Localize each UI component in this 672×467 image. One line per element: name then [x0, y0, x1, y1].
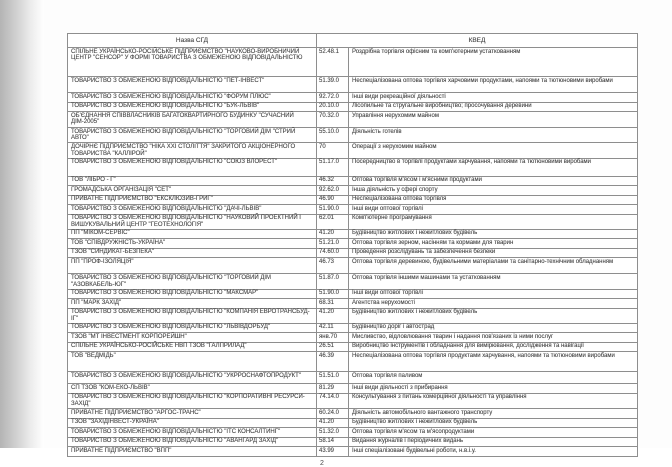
kved-code-cell: 68.31 [317, 299, 349, 308]
table-row [68, 372, 637, 384]
company-name-cell: СПІЛЬНЕ УКРАЇНСЬКО-РОСІЙСЬКЕ НВП ТЗОВ "ГАЛПРИЛАД" [68, 343, 317, 352]
kved-activity-cell: Діяльність готелів [352, 128, 402, 135]
kved-activity-cell: Управління нерухомим майном [352, 112, 439, 119]
company-name-cell: ТОВАРИСТВО З ОБМЕЖЕНОЮ ВІДПОВІДАЛЬНІСТЮ "СОЮЗ ВЛОРЕСТ" [68, 159, 317, 176]
company-name-cell: ПРИВАТНЕ ПІДПРИЄМСТВО "ЕКСКЛЮЗИВ-ГРИГ" [68, 196, 317, 205]
table-row [68, 394, 637, 409]
kved-code-cell: 41.20 [317, 419, 349, 428]
kved-activity-cell: Мисливство, відловлювання тварин і надання пов'язаних із ними послуг [352, 333, 554, 340]
kved-activity-cell: Оптова торгівля іншими машинами та устаткованням [352, 274, 501, 281]
kved-activity-cell: Оптова торгівля м'ясом і м'ясними продуктами [352, 177, 482, 184]
kved-activity-cell: Інші види оптової торгівлі [352, 205, 424, 212]
company-name-cell: ОБ'ЄДНАННЯ СПІВВЛАСНИКІВ БАГАТОКВАРТИРНОГО БУДИНКУ "СУЧАСНИЙ ДІМ-2005" [68, 112, 317, 127]
kved-code-cell: 51.87.0 [317, 274, 349, 288]
table-row [68, 309, 637, 324]
kved-code-cell: 43.99 [317, 447, 349, 456]
table-row [68, 186, 637, 196]
kved-activity-cell: Агентства нерухомості [352, 299, 415, 306]
kved-code-cell: 51.32.0 [317, 428, 349, 437]
kved-code-cell: 74.14.0 [317, 394, 349, 408]
kved-activity-cell: Лісопильне та стругальне виробництво; просочування деревини [352, 103, 532, 109]
table-row [68, 352, 637, 372]
kved-activity-cell: Оптова торгівля деревиною, будівельними матеріалами та санітарно-технічним обладнанням [352, 258, 614, 265]
company-name-cell: ТОВАРИСТВО З ОБМЕЖЕНОЮ ВІДПОВІДАЛЬНІСТЮ "ПЕТ-ІНВЕСТ" [68, 77, 317, 92]
company-name-cell: ПРИВАТНЕ ПІДПРИЄМСТВО "АРГОС-ТРАНС" [68, 409, 317, 418]
kved-code-cell: 62.01 [317, 215, 349, 229]
kved-code-cell: 46.39 [317, 352, 349, 371]
company-name-cell: ДОЧІРНЄ ПІДПРИЄМСТВО "НІКА XXI СТОЛІТТЯ" ЗАКРИТОГО АКЦІОНЕРНОГО ТОВАРИСТВА "КАЛЛІРОЙ" [68, 143, 317, 157]
table-row [68, 103, 637, 113]
kved-code-cell: 60.24.0 [317, 409, 349, 418]
kved-code-cell: 70.32.0 [317, 112, 349, 127]
company-name-cell: СП ТЗОВ "КОМ-ЕКО-ЛЬВІВ" [68, 384, 317, 393]
kved-activity-cell: Інші спеціалізовані будівельні роботи, н.в.і.у. [352, 447, 476, 454]
table-row [68, 438, 637, 448]
company-name-cell: ТОВАРИСТВО З ОБМЕЖЕНОЮ ВІДПОВІДАЛЬНІСТЮ "НАУКОВИЙ ПРОЕКТНИЙ І ВИШУКУВАЛЬНИЙ ЦЕНТР "ГЕОТЕХНОЛОГІЯ" [68, 215, 317, 229]
kved-code-cell: 41.20 [317, 309, 349, 323]
company-name-cell: ТОВАРИСТВО З ОБМЕЖЕНОЮ ВІДПОВІДАЛЬНІСТЮ "УКРРОСНАФТОПРОДУКТ" [68, 372, 317, 383]
kved-activity-cell: Інша діяльність у сфері спорту [352, 186, 438, 193]
company-name-cell: ТЗОВ "СИНДИКАТ-БЕЗПЕКА" [68, 249, 317, 258]
table-row [68, 77, 637, 93]
kved-activity-cell: Будівництво житлових і нежитлових будівель [352, 230, 478, 237]
table-row [68, 447, 637, 457]
kved-activity-cell: Оптова торгівля зерном, насінням та кормами для тварин [352, 239, 514, 246]
table-row [68, 196, 637, 206]
company-name-cell: ТОВАРИСТВО З ОБМЕЖЕНОЮ ВІДПОВІДАЛЬНІСТЮ "БУК-ЛЬВІВ" [68, 103, 317, 112]
kved-code-cell: 51.51.0 [317, 372, 349, 383]
company-name-cell: ПП "ПРОФ-ІЗОЛЯЦІЯ" [68, 258, 317, 273]
kved-activity-cell: Операції з нерухомим майном [352, 143, 437, 150]
table-row [68, 159, 637, 177]
kved-code-cell: 51.39.0 [317, 77, 349, 92]
table-header-row [68, 34, 637, 48]
kved-activity-cell: Діяльність автомобільного вантажного транспорту [352, 409, 493, 416]
company-name-cell: ПП "МІКОМ-СЕРВІС" [68, 230, 317, 239]
company-name-cell: ТОВ "СПІВДРУЖНІСТЬ-УКРАЇНА" [68, 239, 317, 248]
kved-activity-cell: Неспеціалізована оптова торгівля [352, 196, 447, 203]
table-row [68, 409, 637, 419]
table-row [68, 333, 637, 343]
kved-code-cell: 92.72.0 [317, 93, 349, 102]
company-name-cell: ТОВАРИСТВО З ОБМЕЖЕНОЮ ВІДПОВІДАЛЬНІСТЮ "ТОРГОВИЙ ДІМ "СТРИЙ АВТО" [68, 128, 317, 142]
kved-activity-cell: Неспеціалізована оптова торгівля продуктами харчування, напоями та тютюновими виробами [352, 352, 615, 359]
table-row [68, 258, 637, 274]
table-row [68, 215, 637, 230]
table-row [68, 299, 637, 309]
table-row [68, 419, 637, 429]
kved-code-cell: 20.10.0 [317, 103, 349, 112]
kved-activity-cell: Будівництво житлових і нежитлових будівель [352, 309, 478, 316]
table-row [68, 112, 637, 128]
company-name-cell: ТОВАРИСТВО З ОБМЕЖЕНОЮ ВІДПОВІДАЛЬНІСТЮ "ТОРГОВИЙ ДІМ "АЗОВКАБЕЛЬ-ЮГ" [68, 274, 317, 288]
document-area [67, 33, 638, 467]
kved-code-cell: 46.90 [317, 196, 349, 205]
kved-code-cell: 51.90.0 [317, 290, 349, 299]
column-header-name: Назва СГД [68, 34, 317, 47]
kved-activity-cell: Видання журналів і періодичних видань [352, 438, 464, 445]
scan-gutter-shadow [0, 0, 44, 448]
kved-activity-cell: Неспеціалізована оптова торгівля харчовими продуктами, напоями та тютюновими виробами [352, 77, 613, 84]
kved-activity-cell: Інші види діяльності з прибирання [352, 384, 448, 391]
table-row [68, 239, 637, 249]
kved-code-cell: 81.29 [317, 384, 349, 393]
kved-code-cell: 26.51 [317, 343, 349, 352]
kved-code-cell: 74.60.0 [317, 249, 349, 258]
table-row [68, 290, 637, 300]
company-name-cell: ТОВАРИСТВО З ОБМЕЖЕНОЮ ВІДПОВІДАЛЬНІСТЮ "МАКСМАР" [68, 290, 317, 299]
company-name-cell: ТОВАРИСТВО З ОБМЕЖЕНОЮ ВІДПОВІДАЛЬНІСТЮ "ФОРУМ ПЛЮС" [68, 93, 317, 102]
table-row [68, 343, 637, 353]
table-body [68, 48, 637, 457]
kved-activity-cell: Виробництво інструментів і обладнання для вимірювання, дослідження та навігації [352, 343, 584, 350]
company-name-cell: ПРИВАТНЕ ПІДПРИЄМСТВО "ВПП" [68, 447, 317, 456]
table-row [68, 428, 637, 438]
table-row [68, 128, 637, 143]
kved-code-cell: 51.90.0 [317, 205, 349, 214]
column-header-kved: КВЕД [468, 36, 486, 44]
kved-activity-cell: Оптова торгівля м'ясом та м'ясопродуктами [352, 428, 475, 435]
sgd-kved-table [67, 33, 638, 457]
kved-code-cell: 41.20 [317, 230, 349, 239]
kved-activity-cell: Проведення розслідувань та забезпечення безпеки [352, 249, 496, 256]
company-name-cell: ГРОМАДСЬКА ОРГАНІЗАЦІЯ "СЕТ" [68, 186, 317, 195]
table-row [68, 205, 637, 215]
kved-activity-cell: Будівництво доріг і автострад [352, 324, 435, 331]
table-row [68, 249, 637, 259]
kved-activity-cell: Роздрібна торгівля офісним та комп'ютерним устаткованням [352, 48, 521, 55]
kved-code-cell: 52.48.1 [317, 48, 349, 76]
company-name-cell: СПІЛЬНЕ УКРАЇНСЬКО-РОСІЙСЬКЕ ПІДПРИЄМСТВО "НАУКОВО-ВИРОБНИЧИЙ ЦЕНТР "СЕНСОР" У ФОРМІ ТОВАРИСТВА З ОБМЕЖЕНОЮ ВІДПОВІДАЛЬНІСТЮ [68, 48, 317, 76]
kved-activity-cell: Будівництво житлових і нежитлових будівель [352, 419, 478, 426]
company-name-cell: ТОВАРИСТВО З ОБМЕЖЕНОЮ ВІДПОВІДАЛЬНІСТЮ "КОРПОРАТИВНІ РЕСУРСИ-ЗАХІД" [68, 394, 317, 408]
kved-code-cell: 51.21.0 [317, 239, 349, 248]
kved-code-cell: 55.10.0 [317, 128, 349, 142]
table-row [68, 324, 637, 334]
company-name-cell: ТОВАРИСТВО З ОБМЕЖЕНОЮ ВІДПОВІДАЛЬНІСТЮ "ДАЧІ-ЛЬВІВ" [68, 205, 317, 214]
kved-activity-cell: Інші види оптової торгівлі [352, 290, 424, 297]
table-row [68, 48, 637, 77]
kved-code-cell: 92.62.0 [317, 186, 349, 195]
table-row [68, 384, 637, 394]
kved-activity-cell: Консультування з питань комерційної діяльності та управління [352, 394, 527, 401]
page-number: 2 [320, 459, 324, 467]
kved-code-cell: 46.73 [317, 258, 349, 273]
kved-activity-cell: Комп'ютерне програмування [352, 215, 432, 222]
table-row [68, 143, 637, 158]
kved-code-cell: 46.32 [317, 177, 349, 186]
company-name-cell: ТОВАРИСТВО З ОБМЕЖЕНОЮ ВІДПОВІДАЛЬНІСТЮ "АВАНГАРД ЗАХІД" [68, 438, 317, 447]
kved-code-cell: 42.11 [317, 324, 349, 333]
company-name-cell: ТЗОВ "МТ ІНВЕСТМЕНТ КОРПОРЕЙШН" [68, 333, 317, 342]
kved-code-cell: 58.14 [317, 438, 349, 447]
table-row [68, 93, 637, 103]
company-name-cell: ТОВАРИСТВО З ОБМЕЖЕНОЮ ВІДПОВІДАЛЬНІСТЮ "КОМПАНІЯ ЕВРОТРАНСБУД- ІГ" [68, 309, 317, 323]
table-row [68, 177, 637, 187]
kved-activity-cell: Посередництво в торгівлі продуктами харчування, напоями та тютюновими виробами [352, 159, 592, 166]
kved-code-cell: 70 [317, 143, 349, 157]
company-name-cell: ТОВ "ЛІБРО - Г" [68, 177, 317, 186]
company-name-cell: ПП "МАРК ЗАХІД" [68, 299, 317, 308]
company-name-cell: ТОВ "ВЕДМІДЬ" [68, 352, 317, 371]
table-row [68, 230, 637, 240]
kved-code-cell: 51.17.0 [317, 159, 349, 176]
kved-activity-cell: Інші види рекреаційної діяльності [352, 93, 446, 100]
table-row [68, 274, 637, 289]
company-name-cell: ТЗОВ "ЗАХІДІНВЕСТ-УКРАЇНА" [68, 419, 317, 428]
company-name-cell: ТОВАРИСТВО З ОБМЕЖЕНОЮ ВІДПОВІДАЛЬНІСТЮ "ЛЬВІВДОРБУД" [68, 324, 317, 333]
kved-code-cell: янв.70 [317, 333, 349, 342]
kved-activity-cell: Оптова торгівля паливом [352, 372, 423, 379]
company-name-cell: ТОВАРИСТВО З ОБМЕЖЕНОЮ ВІДПОВІДАЛЬНІСТЮ "ІТС КОНСАЛТИНГ" [68, 428, 317, 437]
